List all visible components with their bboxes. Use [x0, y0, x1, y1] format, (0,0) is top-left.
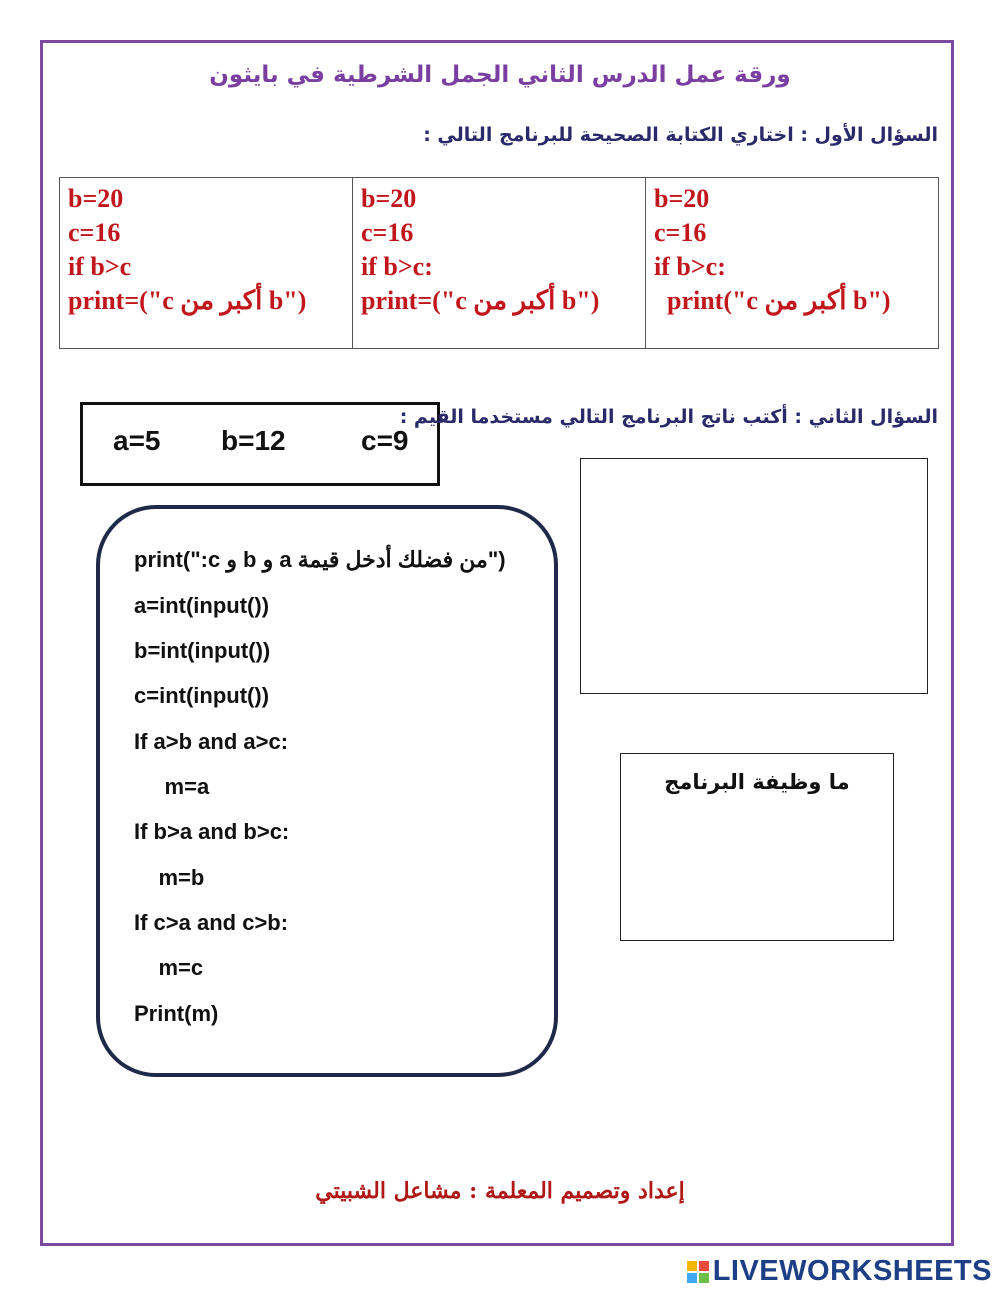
option-cell-2[interactable] — [353, 178, 646, 349]
function-answer-box[interactable] — [620, 753, 894, 941]
option-line: if b>c — [68, 252, 132, 281]
values-box — [80, 402, 440, 486]
option-line: if b>c: — [361, 252, 433, 281]
option-line: b=20 — [68, 184, 124, 213]
options-table — [59, 177, 939, 349]
liveworksheets-brand[interactable] — [687, 1255, 992, 1288]
code-line: If c>a and c>b: — [134, 910, 289, 935]
code-box — [96, 505, 558, 1077]
credit-line: إعداد وتصميم المعلمة : مشاعل الشبيتي — [315, 1178, 685, 1204]
code-line: c=int(input()) — [134, 683, 270, 708]
code-line: b=int(input()) — [134, 638, 271, 663]
brand-text: LIVEWORKSHEETS — [712, 1255, 992, 1287]
value-c: c=9 — [361, 425, 409, 456]
function-question-label: ما وظيفة البرنامج — [664, 770, 850, 794]
option-line: c=16 — [68, 218, 121, 247]
code-line: If a>b and a>c: — [134, 729, 289, 754]
liveworksheets-logo-icon — [687, 1261, 709, 1283]
value-a: a=5 — [113, 425, 161, 456]
option-line: b=20 — [361, 184, 417, 213]
option-line: print("c أكبر من b") — [654, 286, 891, 315]
option-line: c=16 — [361, 218, 414, 247]
worksheet-title: ورقة عمل الدرس الثاني الجمل الشرطية في بايثون — [209, 62, 791, 88]
option-line: c=16 — [654, 218, 707, 247]
option-line: if b>c: — [654, 252, 726, 281]
code-line: If b>a and b>c: — [134, 819, 290, 844]
code-line: Print(m) — [134, 1001, 219, 1026]
question-2-prompt: السؤال الثاني : أكتب ناتج البرنامج التالي مستخدما القيم : — [399, 406, 938, 428]
question-1-prompt: السؤال الأول : اختاري الكتابة الصحيحة للبرنامج التالي : — [423, 124, 938, 146]
code-line: m=b — [134, 865, 205, 890]
code-line: print(":c و b و a من فضلك أدخل قيمة") — [134, 547, 506, 572]
option-cell-1[interactable] — [60, 178, 353, 349]
value-b: b=12 — [221, 425, 286, 456]
option-line: print=("c أكبر من b") — [68, 286, 307, 315]
option-line: print=("c أكبر من b") — [361, 286, 600, 315]
output-answer-box[interactable] — [580, 458, 928, 694]
code-line: a=int(input()) — [134, 593, 270, 618]
code-line: m=a — [134, 774, 210, 799]
option-cell-3[interactable] — [646, 178, 939, 349]
code-line: m=c — [134, 955, 204, 980]
option-line: b=20 — [654, 184, 710, 213]
